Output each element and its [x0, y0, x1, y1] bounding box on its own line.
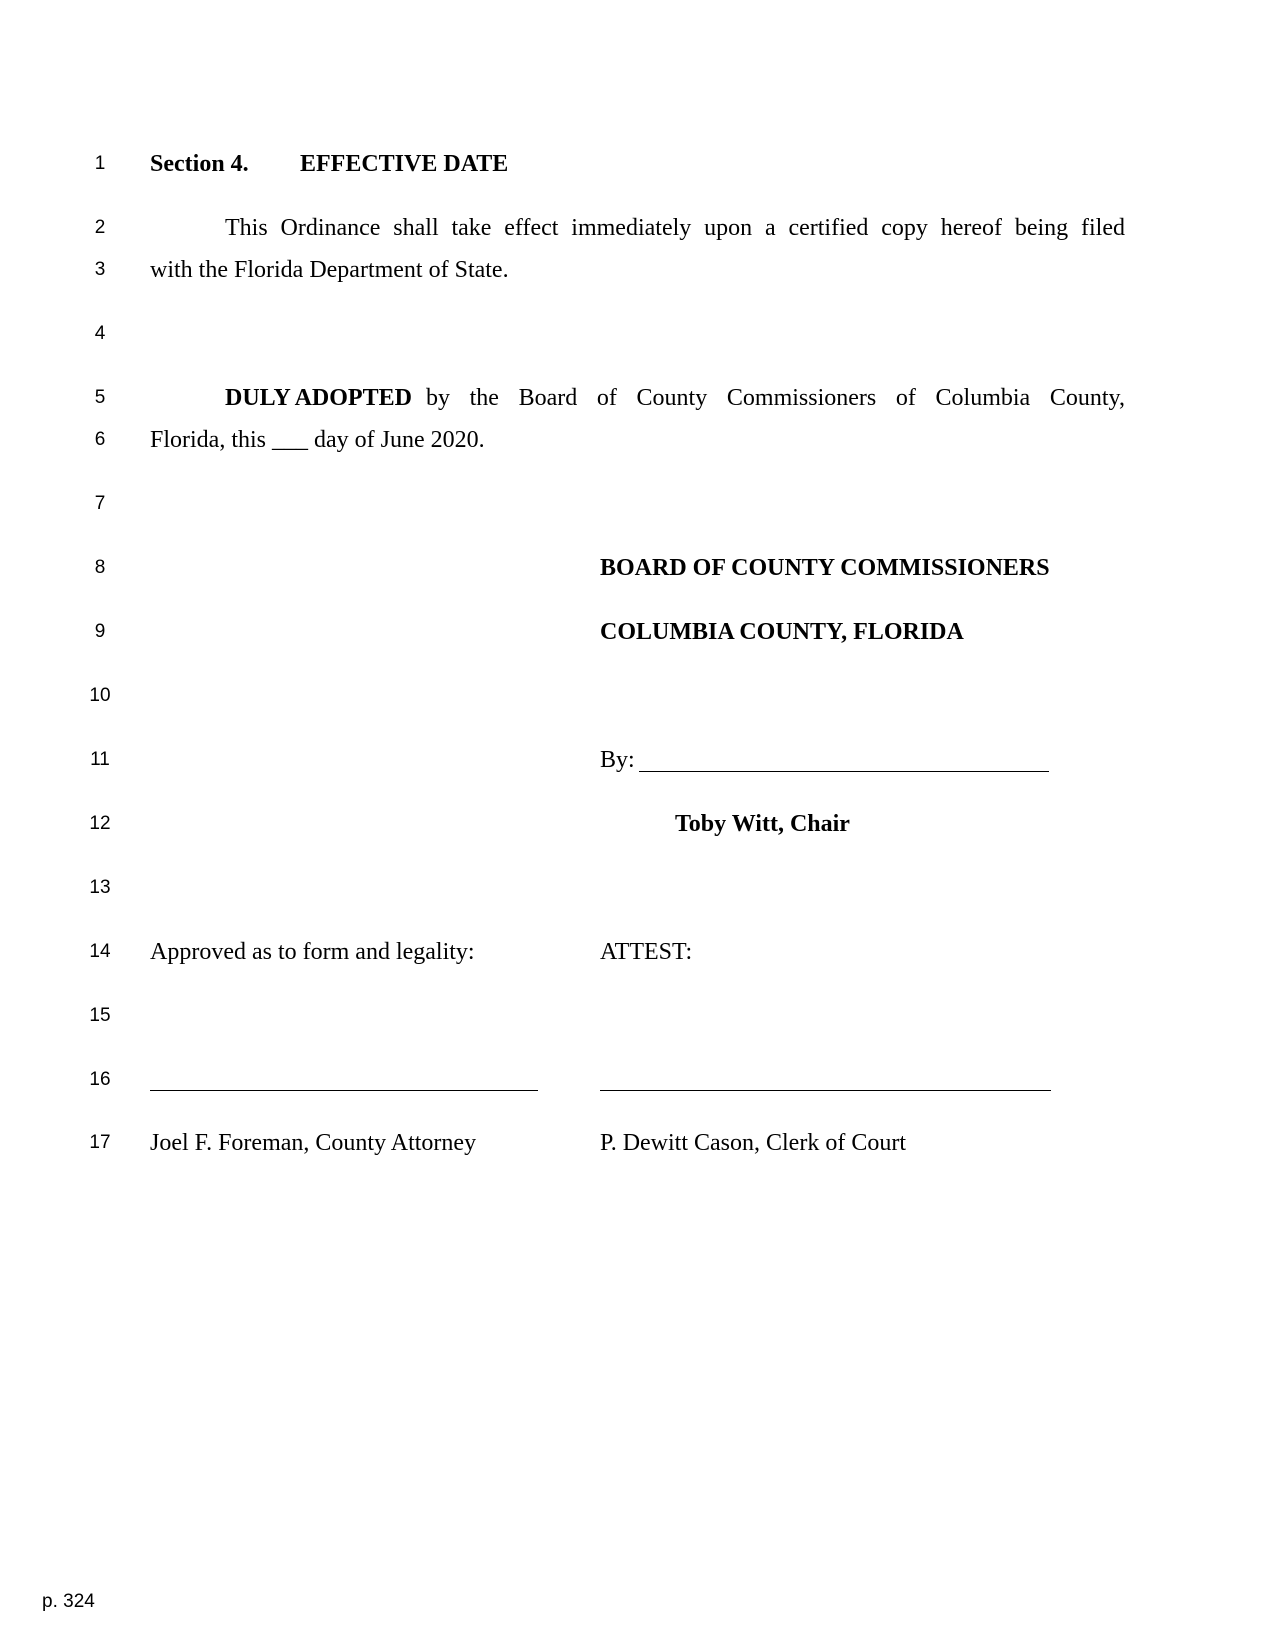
line-number: 7 — [94, 493, 106, 514]
attorney-signature-line — [150, 1090, 538, 1091]
line-number: 10 — [89, 685, 111, 706]
line-number: 6 — [94, 429, 106, 450]
adopted-paragraph-line-1 — [225, 383, 1125, 413]
line-number: 1 — [94, 153, 106, 174]
adopted-lead: DULY ADOPTED — [225, 385, 412, 411]
attorney-name: Joel F. Foreman, County Attorney — [150, 1130, 477, 1156]
adopted-rest: by the Board of County Commissioners of Columbia County, — [425, 385, 1125, 411]
clerk-signature-line — [600, 1090, 1051, 1091]
board-name: BOARD OF COUNTY COMMISSIONERS — [600, 555, 1050, 581]
effective-paragraph-line-1: This Ordinance shall take effect immediately upon a certified copy hereof being filed — [225, 215, 1125, 241]
line-number: 5 — [94, 387, 106, 408]
by-label: By: — [600, 747, 635, 773]
section-number: Section 4. — [150, 151, 249, 177]
line-number: 8 — [94, 557, 106, 578]
line-number: 2 — [94, 217, 106, 238]
line-number: 16 — [89, 1069, 111, 1090]
section-title: EFFECTIVE DATE — [300, 151, 509, 177]
line-number: 3 — [94, 259, 106, 280]
line-number: 9 — [94, 621, 106, 642]
page-number: p. 324 — [42, 1591, 95, 1612]
line-number: 11 — [90, 749, 110, 770]
line-number: 17 — [89, 1132, 111, 1153]
line-number: 13 — [89, 877, 111, 898]
board-county: COLUMBIA COUNTY, FLORIDA — [600, 619, 964, 645]
line-number: 14 — [89, 941, 111, 962]
chair-signature-line — [639, 771, 1049, 772]
line-number: 15 — [89, 1005, 111, 1026]
clerk-name: P. Dewitt Cason, Clerk of Court — [600, 1130, 906, 1156]
line-number: 12 — [89, 813, 111, 834]
chair-name: Toby Witt, Chair — [675, 811, 850, 837]
line-number: 4 — [94, 323, 106, 344]
approved-label: Approved as to form and legality: — [150, 939, 475, 965]
effective-paragraph-line-2: with the Florida Department of State. — [150, 257, 509, 283]
attest-label: ATTEST: — [600, 939, 693, 965]
adopted-paragraph-line-2: Florida, this ___ day of June 2020. — [150, 427, 485, 453]
